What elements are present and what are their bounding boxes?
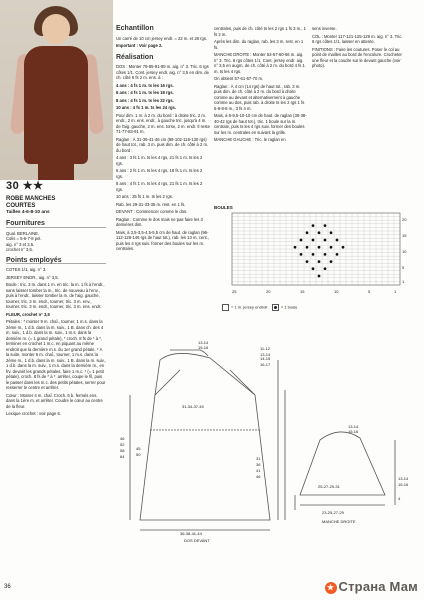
points-heading: Points employés bbox=[6, 258, 106, 265]
boule-dot bbox=[318, 275, 321, 278]
boule-dot bbox=[330, 260, 333, 263]
grid-y-label: 15 bbox=[402, 233, 407, 238]
realisation-heading: Réalisation bbox=[116, 53, 154, 61]
boule-dot bbox=[306, 246, 309, 249]
grid-x-label: 1 bbox=[394, 289, 397, 294]
points-line: Lexique crochet : voir page 6. bbox=[6, 411, 61, 416]
back-width-label: 31-34-37-40 bbox=[182, 404, 204, 409]
boule-dot bbox=[306, 231, 309, 234]
points-line: Pétales : * monter 9 m. chaî., tourner, 1 m.s. dans la 2ème m., 1 d.b. dans la m. suiv., 1 B. dans ch. des 4 m. suiv., 1 d.b. dans la m. suiv., 1 m.s. dans la dernière m. (= 1 grand pétale), * croch. 8 fs de * à *, terminer en crochet 1 m.c. en piquant au même endroit que la dernière m.s. du 1er grand pétale. * À la suite, monter 6 m. chaî., tourner, 1 m.s. dans la 2ème m., 1 d.b. dans la m. suiv., 1 B. dans la m. suiv., 1 d.b. dans la m. suiv., 1 m.s. dans la dernière m., en frv. devant les grands pétales, faire 1 m.c. * (= 1 petit pétale), croch. 8 fs de * à *, arrêter, coupe le fil, puis le passer dans les m.c. des petits pétales, serrer pour resserrer le centre et arrêter. bbox=[6, 319, 106, 390]
instruction-line: FINITIONS : Faire les coutures. Poser le col au point de mailles au bord de l'encolure. Crocheter une fleur et la coudre sur le devant gauche (voir photo). bbox=[312, 46, 402, 68]
back-right-label: 13-14 bbox=[260, 352, 271, 357]
back-right-label: 41 bbox=[256, 468, 261, 473]
fournitures-heading: Fournitures bbox=[6, 221, 106, 228]
grid-x-label: 10 bbox=[334, 289, 339, 294]
instruction-line: On obtient 57-61-67-70 m. bbox=[214, 76, 264, 81]
boule-dot bbox=[318, 231, 321, 234]
boule-dot bbox=[300, 239, 303, 242]
sleeve-width-label: 25-27-29-31 bbox=[318, 484, 340, 489]
model-photo bbox=[0, 0, 113, 180]
model-sizes: Tailles 4-6-8-10 ans bbox=[6, 209, 50, 215]
boule-dot bbox=[324, 267, 327, 270]
sleeve-caption: MANCHE DROITE bbox=[322, 519, 356, 524]
instruction-line: 4 ans : 3 fs 1 m. ts les 4 rgs, 21 fs 1 m. ts les 2 rgs. bbox=[116, 155, 203, 166]
grid-y-label: 10 bbox=[402, 249, 407, 254]
sleeve-right-label: 4 bbox=[398, 496, 401, 501]
model-number: 30 ★★ bbox=[6, 180, 44, 192]
points-line: FLEUR, crochet n° 3,5 bbox=[6, 311, 50, 317]
column-instructions-1 bbox=[116, 26, 210, 254]
back-left-label: 46 bbox=[120, 436, 125, 441]
grid-x-label: 20 bbox=[266, 289, 271, 294]
instruction-line: Raglan : À 4 cm (14 rgs) de haut tot., rab. 3 m. puis dim. de ch. côté à 2 m. du bord à droite comme au devant et alternativement à gauche comme au dos, puis rab. à droite ts les 2 rgs 1 fs 6-8-8-8 m., 3 fs 4 m. bbox=[214, 83, 305, 111]
instruction-line: Pour dim. 1 m. à 2 m. du bord : à droite tric. 2 m. endr., 2 m. ens. endr., à gauche tric. jusqu'à 4 m. de l'aig. gauche, 2 m. ens. torse, 2 m. endr. Il reste 71-77-83-91 m. bbox=[116, 112, 210, 134]
back-caption: DOS DEVANT bbox=[184, 538, 210, 543]
sleeve-right-label: 15-16 bbox=[398, 482, 409, 487]
back-right-label: 11-12 bbox=[260, 346, 270, 351]
back-bottom-label: 36-38-41-44 bbox=[180, 531, 202, 536]
legend-stitch-label: = 1 m. jersey endroit bbox=[231, 304, 268, 310]
schematics-svg bbox=[0, 330, 424, 580]
grid-y-label: 5 bbox=[402, 265, 405, 270]
echantillon-heading: Echantillon bbox=[116, 25, 154, 32]
back-top2-label: 15-16 bbox=[198, 345, 209, 350]
back-left-label: 58 bbox=[120, 448, 125, 453]
boule-dot bbox=[336, 239, 339, 242]
echantillon-text: Un carré de 10 cm jersey endr. = 22 m. et 28 rgs. bbox=[116, 35, 208, 41]
column-instructions-2 bbox=[214, 26, 308, 145]
boule-dot bbox=[324, 253, 327, 256]
boule-dot bbox=[294, 246, 297, 249]
boule-dot bbox=[318, 246, 321, 249]
back-right-label: 14-15 bbox=[260, 356, 271, 361]
legend-boule-icon bbox=[272, 304, 279, 311]
column-instructions-3 bbox=[312, 26, 406, 71]
instruction-line: Raglan : Comme le dos mais ne pas faire les 3 dernières dim. bbox=[116, 216, 203, 227]
watermark-logo-icon: ★ bbox=[325, 582, 337, 594]
sleeve-bottom-label: 23-25-27-29 bbox=[322, 510, 344, 515]
grid-title: BOULES bbox=[214, 205, 233, 210]
points-line: Cœur : Monter 4 m. chaî. Croch. 6 b. fermés ens. dans la 1ère m. et arrêter. Coudre le cœur au centre de la fleur. bbox=[6, 392, 103, 409]
instruction-line: Raglan : À 31-36-41-46 cm (86-102-116-130 rgs) de haut tot., rab. 3 m. puis dim. de ch. côté à 2 m. du bord : bbox=[116, 136, 209, 153]
sleeve-right-label: 13-14 bbox=[398, 476, 409, 481]
back-right-label: 31 bbox=[256, 456, 261, 461]
grid-x-label: 5 bbox=[368, 289, 371, 294]
instruction-line: 6 ans : 2 fs 1 m. ts les 4 rgs, 18 fs 1 m. ts les 2 rgs. bbox=[116, 168, 203, 179]
sleeve-top-label: 13-14 bbox=[348, 424, 359, 429]
sleeve-top2-label: 15-16 bbox=[348, 429, 359, 434]
instruction-line: Mais, à 3,5-3,5-4,5-5,5 cm de haut. de raglan (96-112-128-146 rgs de haut tot.), rab. les 13 m. cent., puis les 4 rgs suiv. former des boules sur les m. centrales. bbox=[116, 229, 210, 251]
back-left-label: 64 bbox=[120, 454, 125, 459]
boule-dot bbox=[336, 253, 339, 256]
instruction-line: DOS : Monter 79-85-91-99 m. aig. n° 3. Tric. 6 rgs côtes 1/1. Cont. jersey endr. aig. n° 3,5 en dim. de ch. côté 6 fs 2 m. ens. à : bbox=[116, 64, 209, 80]
instruction-line: 8 ans : 4 fs 1 m. ts les 4 rgs, 21 fs 1 m. ts les 2 rgs. bbox=[116, 181, 203, 192]
model-title-line2: COURTES bbox=[6, 202, 36, 209]
grid-y-label: 20 bbox=[402, 217, 407, 222]
grid-x-label: 25 bbox=[232, 289, 237, 294]
boule-dot bbox=[300, 253, 303, 256]
points-line: JERSEY ENDR., aig. n° 3,5. bbox=[6, 274, 59, 280]
instruction-line: 10 ans : 4 fs 1 m. ts les 24 rgs. bbox=[116, 105, 177, 110]
instruction-line: Après les dim. du raglan, rab. les 3 m. rest. en 1 fs. bbox=[214, 39, 304, 50]
instruction-line: Rab. les 29-31-33-35 m. rest. en 1 fs. bbox=[116, 201, 186, 207]
back-right-label: 36 bbox=[256, 462, 261, 467]
boule-dot bbox=[330, 246, 333, 249]
instruction-line: Mais, à 8-9,5-10-10 cm de haut. de raglan (36-38-40-42 rgs de haut tot.), tric. 1 boule sur la m. centrale, puis ts les 4 rgs suiv. former des boules sur les m. centrales en suivant la grille. bbox=[214, 113, 307, 135]
instruction-line: centrales, puis de ch. côté ts les 2 rgs 1 fs 3 m., 1 fs 2 m. bbox=[214, 26, 306, 37]
back-top-label: 13-14 bbox=[198, 340, 209, 345]
boule-dot bbox=[342, 246, 345, 249]
instruction-line: DEVANT : Commencer comme le dos. bbox=[116, 209, 188, 214]
boule-dot bbox=[312, 267, 315, 270]
instruction-line: 10 ans : 25 fs 1 m. ts les 2 rgs. bbox=[116, 194, 174, 199]
boule-dot bbox=[312, 224, 315, 227]
back-left-label: 52 bbox=[120, 442, 125, 447]
watermark-text: Страна Мам bbox=[338, 579, 418, 594]
points-line: COTES 1/1, aig. n° 3. bbox=[6, 267, 47, 272]
boule-dot bbox=[312, 253, 315, 256]
boule-dot bbox=[306, 260, 309, 263]
important-note: Important : Voir page 2. bbox=[116, 43, 163, 48]
back-left-label: 50 bbox=[136, 452, 141, 457]
legend-boule-label: = 1 boule bbox=[280, 304, 298, 310]
watermark bbox=[325, 579, 418, 594]
model-title-line1: ROBE MANCHES bbox=[6, 195, 56, 202]
boule-dot bbox=[324, 224, 327, 227]
instruction-line: MANCHE DROITE : Monter 53-57-60-66 m. aig. n° 3. Tric. 6 rgs côtes 1/1. Cont. jersey endr. aig. n° 3,5 en augm. de ch. côté à 2 m. du bord 4 fs 1 m. ts les 4 rgs. bbox=[214, 52, 305, 74]
back-right-label: 46 bbox=[256, 474, 261, 479]
legend-stitch-icon bbox=[222, 304, 229, 311]
boule-dot bbox=[324, 239, 327, 242]
boule-dot bbox=[330, 231, 333, 234]
back-right-label: 16-17 bbox=[260, 362, 271, 367]
fournitures-text: Qual. BERLAINE. Colis = 5-6-7-8 pel. aig. n° 3 et 3,5. crochet n° 3,5. bbox=[6, 230, 42, 252]
instruction-line: 6 ans : 4 fs 1 m. ts les 18 rgs. bbox=[116, 90, 174, 95]
boules-grid-svg bbox=[222, 211, 410, 295]
instruction-line: 8 ans : 4 fs 1 m. ts les 22 rgs. bbox=[116, 97, 174, 103]
page-number: 36 bbox=[4, 584, 11, 590]
instruction-line: 4 ans : 4 fs 1 m. ts les 16 rgs. bbox=[116, 82, 174, 88]
back-left-label: 45 bbox=[136, 446, 141, 451]
boules-grid bbox=[222, 211, 410, 295]
grid-legend bbox=[222, 304, 297, 311]
boule-dot bbox=[312, 239, 315, 242]
instruction-line: MANCHE GAUCHE : Tric. le raglan en bbox=[214, 137, 286, 142]
boule-dot bbox=[318, 260, 321, 263]
grid-y-label: 1 bbox=[402, 279, 405, 284]
instruction-line: COL : Monter 117-121-125-129 m. aig. n° 3. Tric. 6 rgs côtes 1/1, laisser en attente. bbox=[312, 33, 403, 44]
points-line: Boule : tric. 3 m. dans 1 m. en tric. la m. 1 fs à l'endr., sans laisser tomber la m., tric. de nouveau à l'env., puis à l'endr., laisser tomber la m. de l'aig. gauche, tourner, tric. 3 m. endr., tourner, tric. 3 m. env., tourner, tric. 3 m. endr., tourner, tric. 3 m. ens. endr. bbox=[6, 282, 105, 309]
instruction-line: sens inverse. bbox=[312, 26, 337, 31]
schematics bbox=[0, 330, 424, 580]
grid-x-label: 15 bbox=[300, 289, 305, 294]
